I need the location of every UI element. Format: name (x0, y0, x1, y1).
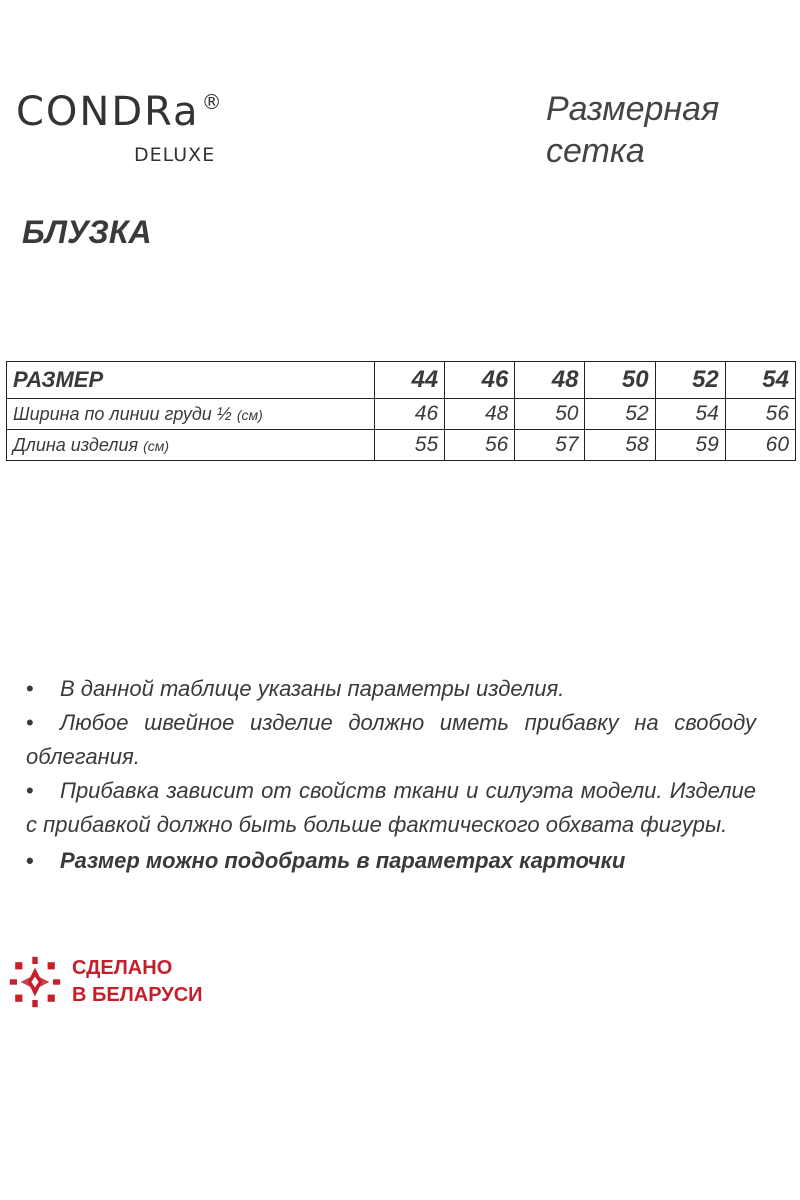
size-table-header (7, 362, 796, 399)
value-cell: 54 (655, 399, 725, 430)
value-cell: 50 (515, 399, 585, 430)
value-cell: 48 (445, 399, 515, 430)
note-text: Прибавка зависит от свойств ткани и силуэта модели. Изделие с прибавкой должно быть больше фактического обхвата фигуры. (26, 778, 756, 837)
value-cell: 46 (375, 399, 445, 430)
made-in-belarus-badge (8, 955, 203, 1009)
brand-line: DELUXE (134, 144, 216, 166)
brand-logo (16, 89, 224, 166)
bullet-icon: • (26, 848, 34, 873)
value-cell: 56 (445, 430, 515, 461)
brand-name: CONDRa (16, 89, 200, 135)
value-cell: 56 (725, 399, 795, 430)
doc-title-line1: Размерная (546, 90, 720, 128)
badge-text (72, 955, 203, 1009)
size-cell: 44 (375, 362, 445, 399)
row-label-text: Длина изделия (13, 434, 139, 455)
bullet-icon: • (26, 676, 34, 701)
row-label (7, 430, 375, 461)
bullet-icon: • (26, 710, 34, 735)
value-cell: 52 (585, 399, 655, 430)
badge-line2: В БЕЛАРУСИ (72, 984, 203, 1006)
value-cell: 55 (375, 430, 445, 461)
doc-title-line2: сетка (546, 132, 645, 170)
value-cell: 60 (725, 430, 795, 461)
size-cell: 50 (585, 362, 655, 399)
size-table (6, 361, 796, 461)
value-cell: 59 (655, 430, 725, 461)
note-text: Размер можно подобрать в параметрах карточки (60, 848, 626, 873)
registered-mark: ® (201, 90, 224, 114)
badge-line1: СДЕЛАНО (72, 957, 173, 979)
bullet-icon: • (26, 778, 34, 803)
row-label-text: Ширина по линии груди ½ (13, 403, 232, 424)
table-row (7, 430, 796, 461)
value-cell: 58 (585, 430, 655, 461)
note-item (26, 706, 756, 774)
note-text: Любое швейное изделие должно иметь прибавку на свободу облегания. (26, 710, 756, 769)
value-cell: 57 (515, 430, 585, 461)
row-unit: (см) (236, 406, 263, 423)
row-label (7, 399, 375, 430)
header-label: РАЗМЕР (7, 362, 375, 399)
row-unit: (см) (143, 437, 170, 454)
size-cell: 46 (445, 362, 515, 399)
belarus-ornament-icon (8, 955, 62, 1009)
notes-list (26, 672, 756, 878)
size-cell: 52 (655, 362, 725, 399)
size-cell: 54 (725, 362, 795, 399)
note-text: В данной таблице указаны параметры изделия. (60, 676, 565, 701)
doc-title (546, 88, 786, 172)
size-cell: 48 (515, 362, 585, 399)
note-item (26, 774, 756, 842)
brand-name-wrap (16, 89, 224, 135)
note-item (26, 844, 756, 878)
product-name: БЛУЗКА (22, 214, 152, 250)
note-item (26, 672, 756, 706)
table-row (7, 399, 796, 430)
